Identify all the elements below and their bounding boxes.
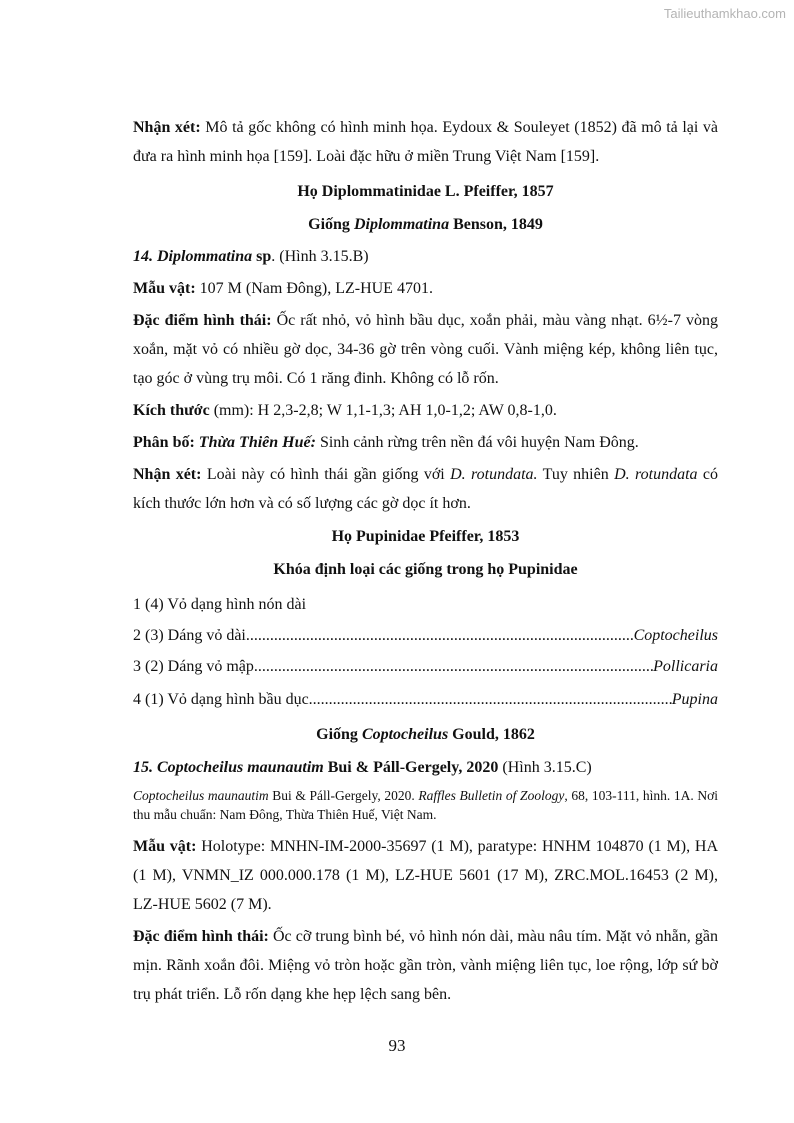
species-15-morphology <box>133 922 718 1009</box>
species-14-sp: sp <box>252 248 272 265</box>
specimen-label: Mẫu vật: <box>133 838 197 855</box>
key-line-4 <box>133 685 718 714</box>
morphology-label: Đặc điểm hình thái: <box>133 312 272 329</box>
reference-journal: Raffles Bulletin of Zoology <box>418 788 565 803</box>
key-line-text: 4 (1) Vỏ dạng hình bầu dục <box>133 691 309 708</box>
family-heading-diplommatinidae: Họ Diplommatinidae L. Pfeiffer, 1857 <box>297 183 554 200</box>
remark-paragraph-1 <box>133 113 718 171</box>
key-leader-dots <box>246 621 634 650</box>
key-genus: Pupina <box>671 691 718 708</box>
remark-text-3: có kích thước lớn hơn và có số lượng các gờ dọc ít hơn. <box>133 466 718 512</box>
key-genus: Pollicaria <box>653 658 718 675</box>
key-line-text: 3 (2) Dáng vỏ mập <box>133 658 254 675</box>
genus-prefix: Giống <box>308 216 354 233</box>
remark-label: Nhận xét: <box>133 119 201 136</box>
key-genus: Coptocheilus <box>633 627 718 644</box>
key-line-2 <box>133 621 718 650</box>
species-14-size <box>133 396 718 425</box>
distribution-label: Phân bố: <box>133 434 195 451</box>
key-line-3 <box>133 652 718 681</box>
species-14-distribution <box>133 428 718 457</box>
specimen-text: 107 M (Nam Đông), LZ-HUE 4701. <box>195 280 433 297</box>
species-14-title <box>133 242 718 271</box>
species-15-reference <box>133 786 718 824</box>
species-15-name: 15. Coptocheilus maunautim <box>133 759 324 776</box>
species-14-name: 14. Diplommatina <box>133 248 253 265</box>
specimen-text: Holotype: MNHN-IM-2000-35697 (1 M), paratype: HNHM 104870 (1 M), HA (1 M), VNMN_IZ 000.000.178 (1 M), LZ-HUE 5601 (17 M), ZRC.MOL.16453 (2 M), LZ-HUE 5602 (7 M). <box>133 838 719 913</box>
species-15-specimen <box>133 832 718 919</box>
key-leader-dots <box>309 685 672 714</box>
species-15-figure-ref: (Hình 3.15.C) <box>498 759 592 776</box>
genus-name: Diplommatina <box>353 216 450 233</box>
key-line-text: 1 (4) Vỏ dạng hình nón dài <box>133 596 307 613</box>
remark-text-2: Tuy nhiên <box>537 466 615 483</box>
watermark: Tailieuthamkhao.com <box>663 6 786 21</box>
remark-label: Nhận xét: <box>133 466 202 483</box>
remark-species-2: D. rotundata <box>614 466 698 483</box>
remark-text: Mô tả gốc không có hình minh họa. Eydoux & Souleyet (1852) đã mô tả lại và đưa ra hình minh họa [159]. Loài đặc hữu ở miền Trung Việt Nam [159]. <box>133 119 719 165</box>
genus-author: Benson, 1849 <box>449 216 543 233</box>
genus-heading-diplommatina <box>133 210 718 239</box>
size-text: (mm): H 2,3-2,8; W 1,1-1,3; AH 1,0-1,2; AW 0,8-1,0. <box>209 402 557 419</box>
genus-author: Gould, 1862 <box>448 726 535 743</box>
species-15-title <box>133 753 718 782</box>
page-content <box>133 113 718 1012</box>
genus-heading-coptocheilus <box>133 720 718 749</box>
size-label: Kích thước <box>133 402 210 419</box>
species-14-remark <box>133 460 718 518</box>
remark-species-1: D. rotundata. <box>450 466 538 483</box>
morphology-label: Đặc điểm hình thái: <box>133 928 269 945</box>
species-14-figure-ref: . (Hình 3.15.B) <box>271 248 369 265</box>
remark-text-1: Loài này có hình thái gần giống với <box>201 466 451 483</box>
distribution-place: Thừa Thiên Huế: <box>194 434 316 451</box>
key-leader-dots <box>254 652 653 681</box>
species-15-author: Bui & Páll-Gergely, 2020 <box>323 759 499 776</box>
reference-species: Coptocheilus maunautim <box>133 788 269 803</box>
family-heading-pupinidae: Họ Pupinidae Pfeiffer, 1853 <box>331 528 520 545</box>
specimen-label: Mẫu vật: <box>133 280 196 297</box>
page-number: 93 <box>388 1036 406 1055</box>
genus-name: Coptocheilus <box>361 726 449 743</box>
morphology-text: Ốc cỡ trung bình bé, vỏ hình nón dài, màu nâu tím. Mặt vỏ nhẵn, gần mịn. Rãnh xoắn đôi. Miệng vỏ tròn hoặc gần tròn, vành miệng liên tục, loe rộng, lớp sứ bờ trụ phát triển. Lỗ rốn dạng khe hẹp lệch sang bên. <box>133 928 718 1003</box>
reference-text-2: , 68, 103-111, hình. 1A. Nơi thu mẫu chuẩn: Nam Đông, Thừa Thiên Huế, Việt Nam. <box>133 788 718 822</box>
key-line-text: 2 (3) Dáng vỏ dài <box>133 627 246 644</box>
key-title: Khóa định loại các giống trong họ Pupinidae <box>273 561 578 578</box>
reference-text-1: Bui & Páll-Gergely, 2020. <box>268 788 419 803</box>
genus-prefix: Giống <box>316 726 362 743</box>
species-14-morphology <box>133 306 718 393</box>
distribution-text: Sinh cảnh rừng trên nền đá vôi huyện Nam Đông. <box>315 434 639 451</box>
key-line-1 <box>133 590 718 619</box>
species-14-specimen <box>133 274 718 303</box>
morphology-text: Ốc rất nhỏ, vỏ hình bầu dục, xoắn phải, màu vàng nhạt. 6½-7 vòng xoắn, mặt vỏ có nhiều gờ dọc, 34-36 gờ trên vòng cuối. Vành miệng kép, không liên tục, tạo góc ở vùng trụ môi. Có 1 răng đinh. Không có lỗ rốn. <box>133 312 718 387</box>
